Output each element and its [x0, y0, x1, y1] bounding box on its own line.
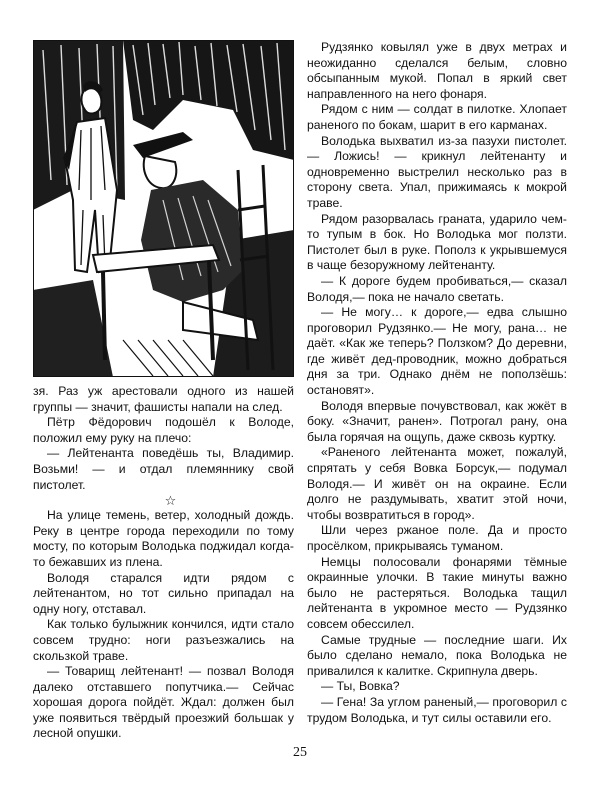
paragraph: — Товарищ лейтенант! — позвал Володя далеко отставшего попутчика.— Сейчас хорошая дорога пойдёт. Ждал: должен был уже появиться твёрдый проезжий большак у лесной опушки. — [33, 664, 294, 741]
paragraph: зя. Раз уж арестовали одного из нашей группы — значит, фашисты напали на след. — [33, 384, 294, 414]
paragraph: Немцы полосовали фонарями тёмные окраинные улочки. В такие минуты важно было не растеряться. Володька тащил лейтенанта в укромное место — Рудзянко совсем обессилел. — [307, 554, 567, 631]
paragraph: — К дороге будем пробиваться,— сказал Володя,— пока не начало светать. — [307, 273, 567, 304]
ink-illustration-drawing — [33, 40, 294, 377]
paragraph: Как только булыжник кончился, идти стало совсем трудно: ноги разъезжались на скользкой траве. — [33, 617, 294, 663]
paragraph: Рудзянко ковылял уже в двух метрах и неожиданно сделался белым, словно обсыпанным мукой. Попал в яркий свет направленного на него фонаря. — [307, 40, 567, 101]
paragraph: — Лейтенанта поведёшь ты, Владимир. Возьми! — и отдал племяннику свой пистолет. — [33, 446, 294, 492]
section-separator-star-icon: ☆ — [164, 493, 177, 509]
paragraph: — Ты, Вовка? — [321, 679, 400, 694]
ink-illustration — [33, 40, 294, 377]
paragraph: Пётр Фёдорович подошёл к Володе, положил ему руку на плечо: — [33, 415, 294, 445]
right-text-column — [307, 40, 567, 726]
paragraph: Самые трудные — последние шаги. Их было сделано немало, пока Володька не привалился к калитке. Скрипнула дверь. — [307, 632, 567, 678]
paragraph: «Раненого лейтенанта может, пожалуй, спрятать у себя Вовка Борсук,— подумал Володя.— И живёт он на окраине. Если долго не раздумывать, хватит этой ночи, чтобы возвратиться в город». — [307, 445, 567, 522]
paragraph: Володя старался идти рядом с лейтенантом, но тот сильно припадал на одну ногу, отставал. — [33, 570, 294, 616]
paragraph: — Гена! За углом раненый,— проговорил с трудом Володька, и тут силы оставили его. — [307, 694, 567, 725]
paragraph: Володя впервые почувствовал, как жжёт в боку. «Значит, ранен». Потрогал рану, она была горячая на ощупь, даже сквозь куртку. — [307, 398, 567, 444]
paragraph: Шли через ржаное поле. Да и просто просёлком, прикрываясь туманом. — [307, 523, 567, 553]
paragraph: Володька выхватил из-за пазухи пистолет. — Ложись! — крикнул лейтенанту и одновременно выстрелил несколько раз в сторону света. Упал, прижимаясь к мокрой траве. — [307, 133, 567, 210]
paragraph: Рядом разорвалась граната, ударило чем-то тупым в бок. Но Володька мог ползти. Пистолет был в руке. Пополз к укрывшемуся в чаще безоружному лейтенанту. — [307, 211, 567, 273]
left-text-column — [33, 384, 294, 742]
paragraph: На улице темень, ветер, холодный дождь. Реку в центре города переходили по тому мосту, по которым Володька поджидал когда-то бежавших из плена. — [33, 508, 294, 569]
paragraph: Рядом с ним — солдат в пилотке. Хлопает раненого по бокам, шарит в его карманах. — [307, 102, 567, 132]
paragraph: — Не могу… к дороге,— едва слышно проговорил Рудзянко.— Не могу, рана… не даёт. «Как же теперь? Ползком? До деревни, где живёт дед-проводник, можно добраться дня за три. Однако днём не поползёшь: остановят». — [307, 305, 567, 398]
page-number: 25 — [293, 745, 307, 760]
